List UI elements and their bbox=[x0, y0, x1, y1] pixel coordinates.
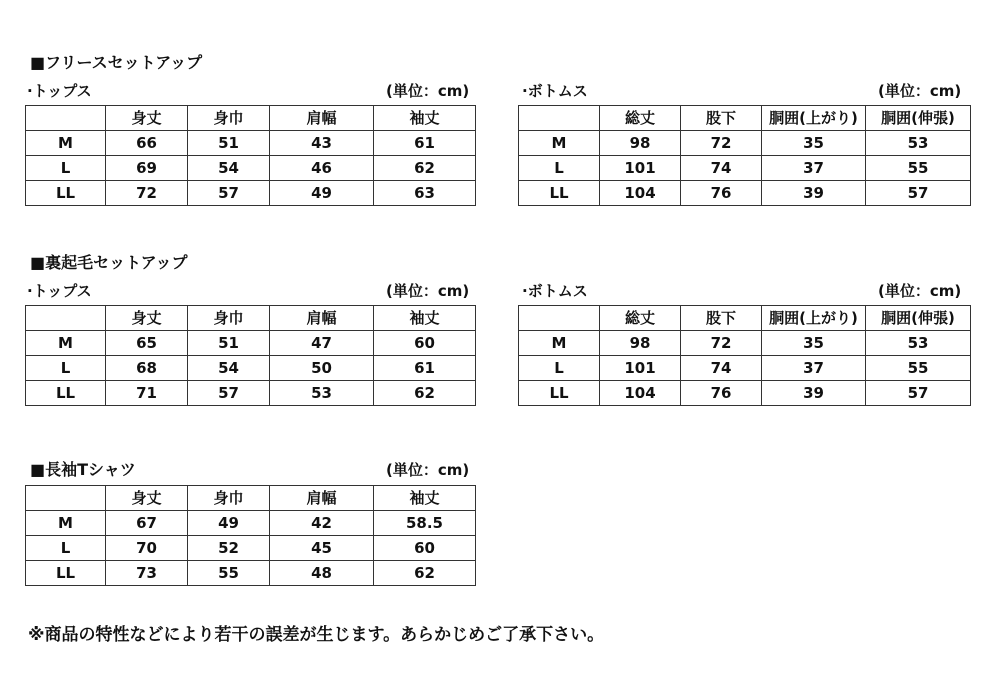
header-corner-cell bbox=[519, 306, 600, 331]
column-header: 胴囲(上がり) bbox=[762, 106, 866, 131]
measurement-cell: 49 bbox=[188, 511, 270, 536]
column-header: 肩幅 bbox=[270, 486, 374, 511]
brushed-tops-unit: (単位：cm) bbox=[386, 282, 470, 300]
measurement-cell: 60 bbox=[374, 536, 476, 561]
column-header: 総丈 bbox=[600, 306, 681, 331]
column-header: 胴囲(上がり) bbox=[762, 306, 866, 331]
table-row bbox=[519, 181, 971, 206]
column-header: 袖丈 bbox=[374, 306, 476, 331]
longsleeve-section-title: ■長袖Tシャツ bbox=[30, 460, 136, 479]
table-row bbox=[519, 356, 971, 381]
table-row bbox=[519, 131, 971, 156]
measurement-cell: 57 bbox=[866, 181, 971, 206]
size-label-cell: L bbox=[519, 156, 600, 181]
measurement-cell: 74 bbox=[681, 356, 762, 381]
longsleeve-table bbox=[25, 485, 476, 586]
measurement-cell: 69 bbox=[106, 156, 188, 181]
column-header: 身丈 bbox=[106, 106, 188, 131]
size-label-cell: LL bbox=[26, 381, 106, 406]
measurement-cell: 67 bbox=[106, 511, 188, 536]
table-row bbox=[26, 561, 476, 586]
measurement-cell: 72 bbox=[681, 331, 762, 356]
fleece-bottoms-label: ·ボトムス bbox=[522, 82, 588, 100]
brushed-tops-table bbox=[25, 305, 476, 406]
measurement-cell: 104 bbox=[600, 381, 681, 406]
measurement-cell: 55 bbox=[866, 356, 971, 381]
measurement-cell: 52 bbox=[188, 536, 270, 561]
measurement-cell: 98 bbox=[600, 331, 681, 356]
disclaimer-note: ※商品の特性などにより若干の誤差が生じます。あらかじめご了承下さい。 bbox=[28, 625, 605, 645]
measurement-cell: 55 bbox=[188, 561, 270, 586]
measurement-cell: 48 bbox=[270, 561, 374, 586]
fleece-tops-unit: (単位：cm) bbox=[386, 82, 470, 100]
measurement-cell: 39 bbox=[762, 381, 866, 406]
measurement-cell: 50 bbox=[270, 356, 374, 381]
size-label-cell: L bbox=[26, 356, 106, 381]
size-label-cell: LL bbox=[26, 561, 106, 586]
column-header: 肩幅 bbox=[270, 306, 374, 331]
measurement-cell: 37 bbox=[762, 156, 866, 181]
table-row bbox=[26, 331, 476, 356]
measurement-cell: 37 bbox=[762, 356, 866, 381]
size-label-cell: LL bbox=[519, 381, 600, 406]
column-header: 胴囲(伸張) bbox=[866, 306, 971, 331]
measurement-cell: 70 bbox=[106, 536, 188, 561]
table-row bbox=[26, 511, 476, 536]
column-header: 身丈 bbox=[106, 486, 188, 511]
column-header: 身巾 bbox=[188, 106, 270, 131]
size-label-cell: L bbox=[519, 356, 600, 381]
table-row bbox=[26, 381, 476, 406]
table-header-row bbox=[26, 486, 476, 511]
size-label-cell: M bbox=[519, 331, 600, 356]
measurement-cell: 49 bbox=[270, 181, 374, 206]
fleece-tops-table bbox=[25, 105, 476, 206]
header-corner-cell bbox=[26, 106, 106, 131]
column-header: 股下 bbox=[681, 306, 762, 331]
fleece-bottoms-unit: (単位：cm) bbox=[878, 82, 962, 100]
measurement-cell: 42 bbox=[270, 511, 374, 536]
brushed-bottoms-unit: (単位：cm) bbox=[878, 282, 962, 300]
size-label-cell: M bbox=[26, 131, 106, 156]
measurement-cell: 55 bbox=[866, 156, 971, 181]
measurement-cell: 57 bbox=[188, 381, 270, 406]
measurement-cell: 51 bbox=[188, 131, 270, 156]
size-label-cell: M bbox=[519, 131, 600, 156]
size-label-cell: LL bbox=[519, 181, 600, 206]
measurement-cell: 61 bbox=[374, 356, 476, 381]
measurement-cell: 62 bbox=[374, 156, 476, 181]
fleece-section-title: ■フリースセットアップ bbox=[30, 53, 203, 72]
measurement-cell: 98 bbox=[600, 131, 681, 156]
brushed-bottoms-table bbox=[518, 305, 971, 406]
column-header: 総丈 bbox=[600, 106, 681, 131]
measurement-cell: 101 bbox=[600, 156, 681, 181]
header-corner-cell bbox=[26, 306, 106, 331]
measurement-cell: 76 bbox=[681, 381, 762, 406]
measurement-cell: 68 bbox=[106, 356, 188, 381]
column-header: 袖丈 bbox=[374, 106, 476, 131]
measurement-cell: 53 bbox=[270, 381, 374, 406]
table-row bbox=[26, 536, 476, 561]
column-header: 股下 bbox=[681, 106, 762, 131]
table-header-row bbox=[26, 306, 476, 331]
table-row bbox=[26, 356, 476, 381]
column-header: 袖丈 bbox=[374, 486, 476, 511]
size-label-cell: M bbox=[26, 511, 106, 536]
column-header: 胴囲(伸張) bbox=[866, 106, 971, 131]
measurement-cell: 43 bbox=[270, 131, 374, 156]
measurement-cell: 72 bbox=[681, 131, 762, 156]
size-label-cell: M bbox=[26, 331, 106, 356]
measurement-cell: 51 bbox=[188, 331, 270, 356]
header-corner-cell bbox=[519, 106, 600, 131]
table-header-row bbox=[519, 106, 971, 131]
measurement-cell: 39 bbox=[762, 181, 866, 206]
header-corner-cell bbox=[26, 486, 106, 511]
measurement-cell: 74 bbox=[681, 156, 762, 181]
table-row bbox=[26, 131, 476, 156]
measurement-cell: 62 bbox=[374, 561, 476, 586]
measurement-cell: 65 bbox=[106, 331, 188, 356]
measurement-cell: 53 bbox=[866, 331, 971, 356]
measurement-cell: 35 bbox=[762, 331, 866, 356]
measurement-cell: 54 bbox=[188, 356, 270, 381]
measurement-cell: 61 bbox=[374, 131, 476, 156]
size-label-cell: LL bbox=[26, 181, 106, 206]
measurement-cell: 62 bbox=[374, 381, 476, 406]
table-header-row bbox=[519, 306, 971, 331]
size-label-cell: L bbox=[26, 156, 106, 181]
measurement-cell: 54 bbox=[188, 156, 270, 181]
column-header: 身巾 bbox=[188, 486, 270, 511]
table-row bbox=[26, 181, 476, 206]
measurement-cell: 104 bbox=[600, 181, 681, 206]
brushed-bottoms-label: ·ボトムス bbox=[522, 282, 588, 300]
fleece-tops-label: ·トップス bbox=[27, 82, 92, 100]
size-label-cell: L bbox=[26, 536, 106, 561]
measurement-cell: 57 bbox=[866, 381, 971, 406]
measurement-cell: 58.5 bbox=[374, 511, 476, 536]
measurement-cell: 72 bbox=[106, 181, 188, 206]
fleece-bottoms-table bbox=[518, 105, 971, 206]
measurement-cell: 101 bbox=[600, 356, 681, 381]
measurement-cell: 57 bbox=[188, 181, 270, 206]
column-header: 肩幅 bbox=[270, 106, 374, 131]
measurement-cell: 66 bbox=[106, 131, 188, 156]
measurement-cell: 60 bbox=[374, 331, 476, 356]
measurement-cell: 76 bbox=[681, 181, 762, 206]
table-header-row bbox=[26, 106, 476, 131]
brushed-section-title: ■裏起毛セットアップ bbox=[30, 253, 188, 272]
brushed-tops-label: ·トップス bbox=[27, 282, 92, 300]
table-row bbox=[26, 156, 476, 181]
measurement-cell: 73 bbox=[106, 561, 188, 586]
column-header: 身巾 bbox=[188, 306, 270, 331]
measurement-cell: 46 bbox=[270, 156, 374, 181]
measurement-cell: 35 bbox=[762, 131, 866, 156]
measurement-cell: 47 bbox=[270, 331, 374, 356]
table-row bbox=[519, 381, 971, 406]
measurement-cell: 71 bbox=[106, 381, 188, 406]
table-row bbox=[519, 156, 971, 181]
table-row bbox=[519, 331, 971, 356]
column-header: 身丈 bbox=[106, 306, 188, 331]
measurement-cell: 53 bbox=[866, 131, 971, 156]
longsleeve-unit: (単位：cm) bbox=[386, 461, 470, 479]
measurement-cell: 45 bbox=[270, 536, 374, 561]
measurement-cell: 63 bbox=[374, 181, 476, 206]
